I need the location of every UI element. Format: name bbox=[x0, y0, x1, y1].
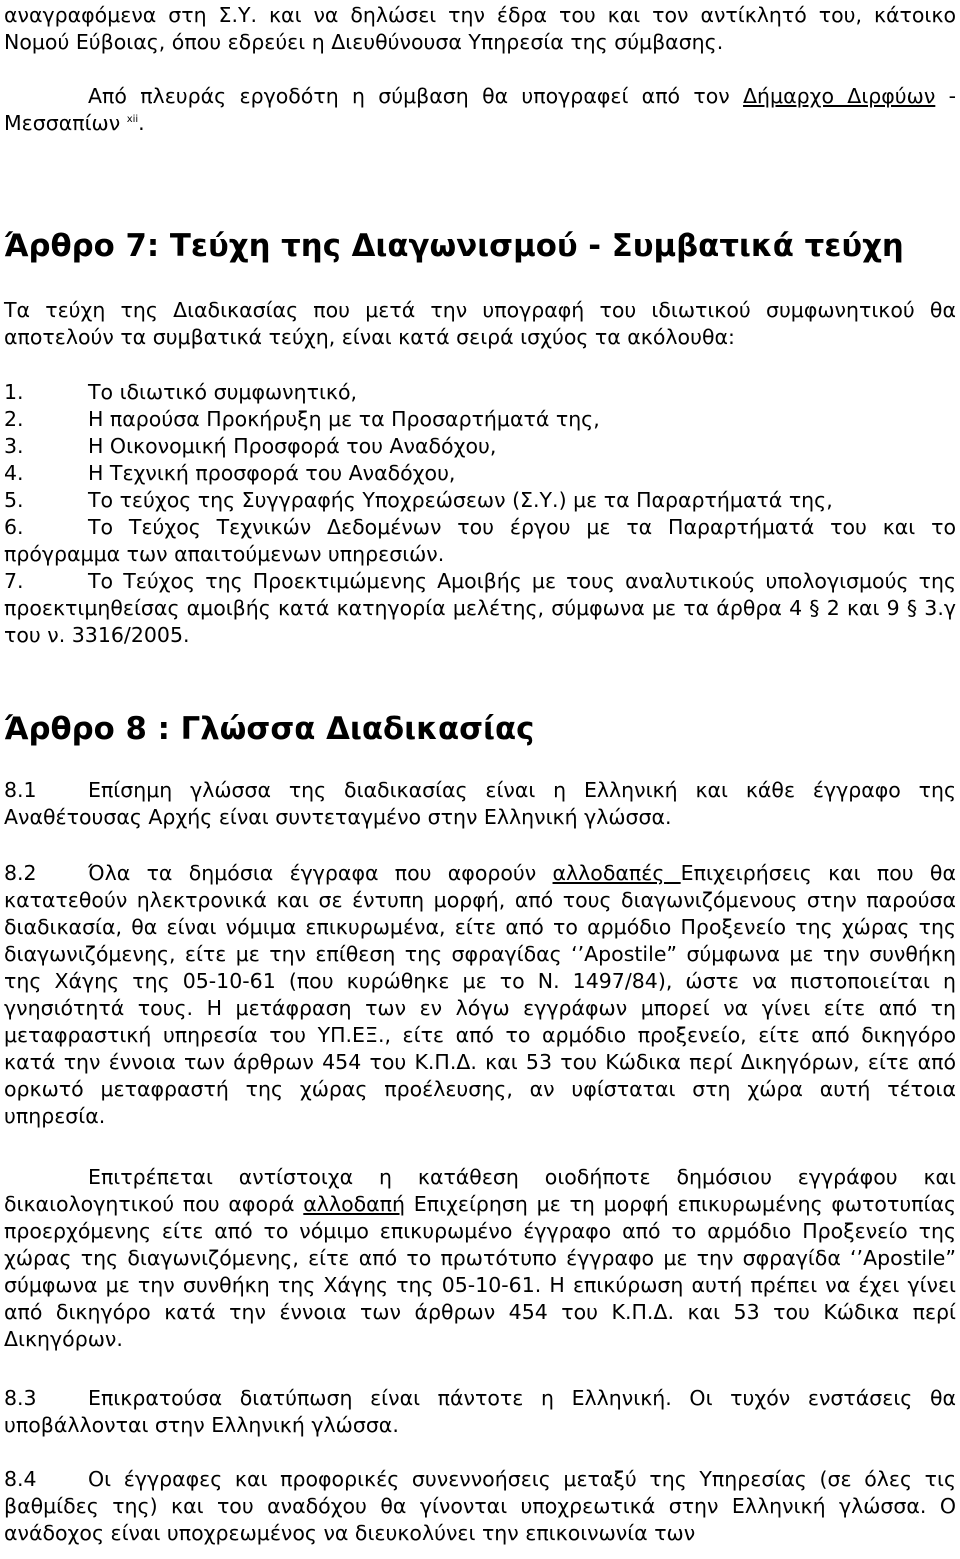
employer-text: Από πλευράς εργοδότη η σύμβαση θα υπογραφεί από τον bbox=[88, 84, 744, 108]
paragraph-number: 8.1 bbox=[4, 778, 37, 802]
employer-text-post: - Μεσσαπίων bbox=[4, 84, 957, 135]
paragraph-text: Επίσημη γλώσσα της διαδικασίας είναι η Ελληνική και κάθε έγγραφο της Αναθέτουσας Αρχής είναι συντεταγμένο στην Ελληνική γλώσσα. bbox=[4, 778, 956, 829]
list-item bbox=[4, 433, 956, 460]
footnote-ref[interactable]: xii bbox=[126, 114, 139, 126]
list-text: Το Τεύχος Τεχνικών Δεδομένων του έργου με τα Παραρτήματά του και το πρόγραμμα των απαιτούμενων υπηρεσιών. bbox=[4, 515, 956, 566]
intro-text: αναγραφόμενα στη Σ.Υ. και να δηλώσει την έδρα του και τον αντίκλητό του, κάτοικο Νομού Εύβοιας, όπου εδρεύει η Διευθύνουσα Υπηρεσία της σύμβασης. bbox=[4, 3, 956, 54]
contract-documents-list bbox=[4, 379, 956, 649]
list-item bbox=[4, 487, 956, 514]
employer-paragraph bbox=[4, 83, 956, 137]
paragraph-8-4 bbox=[4, 1466, 956, 1547]
paragraph-number: 8.2 bbox=[4, 861, 37, 885]
list-number: 2. bbox=[4, 407, 24, 431]
list-number: 3. bbox=[4, 434, 24, 458]
list-text: Η Οικονομική Προσφορά του Αναδόχου, bbox=[88, 434, 497, 458]
list-item bbox=[4, 568, 956, 649]
paragraph-text-post: Επιχείρηση με τη μορφή επικυρωμένης φωτοτυπίας προερχόμενης είτε από το νόμιμο επικυρωμένο έγγραφο από το αρμόδιο Προξενείο της χώρας της διαγωνιζόμενης, είτε από το πρωτότυπο έγγραφο με την σφραγίδα ‘’Apostile” σύμφωνα με την συνθήκη της Χάγης της 05-10-61. Η επικύρωση αυτή πρέπει να έχει γίνει από δικηγόρο κατά την έννοια των άρθρων 454 του Κ.Π.Δ. και 53 του Κώδικα περί Δικηγόρων. bbox=[4, 1192, 957, 1351]
mayor-link[interactable]: Δήμαρχο Διρφύων bbox=[743, 84, 936, 108]
paragraph-8-1 bbox=[4, 777, 956, 831]
list-number: 4. bbox=[4, 461, 24, 485]
paragraph-number: 8.3 bbox=[4, 1386, 37, 1410]
paragraph-text: Επικρατούσα διατύπωση είναι πάντοτε η Ελληνική. Οι τυχόν ενστάσεις θα υποβάλλονται στην Ελληνική γλώσσα. bbox=[4, 1386, 956, 1437]
list-number: 5. bbox=[4, 488, 24, 512]
list-text: Το ιδιωτικό συμφωνητικό, bbox=[88, 380, 358, 404]
foreign-companies-link[interactable]: αλλοδαπές bbox=[552, 861, 681, 885]
list-number: 7. bbox=[4, 569, 24, 593]
list-text: Η παρούσα Προκήρυξη με τα Προσαρτήματά της, bbox=[88, 407, 600, 431]
paragraph-8-2-continued bbox=[4, 1164, 956, 1353]
foreign-company-link[interactable]: αλλοδαπή bbox=[303, 1192, 406, 1216]
list-text: Το Τεύχος της Προεκτιμώμενης Αμοιβής με τους αναλυτικούς υπολογισμούς της προεκτιμηθείσας αμοιβής κατά κατηγορία μελέτης, σύμφωνα με τα άρθρα 4 § 2 και 9 § 3.γ του ν. 3316/2005. bbox=[4, 569, 956, 647]
article-7-intro: Τα τεύχη της Διαδικασίας που μετά την υπογραφή του ιδιωτικού συμφωνητικού θα αποτελούν τα συμβατικά τεύχη, είναι κατά σειρά ισχύος τα ακόλουθα: bbox=[4, 298, 956, 349]
article-8-title: Άρθρο 8 : Γλώσσα Διαδικασίας bbox=[4, 711, 535, 747]
list-text: Η Τεχνική προσφορά του Αναδόχου, bbox=[88, 461, 456, 485]
employer-text-end: . bbox=[138, 111, 145, 135]
list-text: Το τεύχος της Συγγραφής Υποχρεώσεων (Σ.Υ.) με τα Παραρτήματά της, bbox=[88, 488, 833, 512]
paragraph-number: 8.4 bbox=[4, 1467, 37, 1491]
paragraph-8-2 bbox=[4, 860, 956, 1130]
paragraph-8-3 bbox=[4, 1385, 956, 1439]
list-item bbox=[4, 514, 956, 568]
paragraph-text: Όλα τα δημόσια έγγραφα που αφορούν bbox=[88, 861, 553, 885]
paragraph-text: Οι έγγραφες και προφορικές συνεννοήσεις μεταξύ της Υπηρεσίας (σε όλες τις βαθμίδες της) και του αναδόχου θα γίνονται υποχρεωτικά στην Ελληνική γλώσσα. Ο ανάδοχος είναι υποχρεωμένος να διευκολύνει την επικοινωνία των bbox=[4, 1467, 956, 1545]
list-number: 1. bbox=[4, 380, 24, 404]
article-7-title: Άρθρο 7: Τεύχη της Διαγωνισμού - Συμβατικά τεύχη bbox=[4, 228, 904, 264]
list-number: 6. bbox=[4, 515, 24, 539]
list-item bbox=[4, 460, 956, 487]
list-item bbox=[4, 406, 956, 433]
list-item bbox=[4, 379, 956, 406]
paragraph-text: Επιτρέπεται αντίστοιχα η κατάθεση οιοδήποτε δημόσιου εγγράφου και δικαιολογητικού που αφορά bbox=[4, 1165, 956, 1216]
paragraph-text-post: Επιχειρήσεις και που θα κατατεθούν ηλεκτρονικά και σε έντυπη μορφή, από τους διαγωνιζόμενους στην παρούσα διαδικασία, θα είναι νόμιμα επικυρωμένα, είτε από το αρμόδιο Προξενείο της χώρας της διαγωνιζόμενης, είτε με την επίθεση της σφραγίδας ‘’Apostile” σύμφωνα με την συνθήκη της Χάγης της 05-10-61 (που κυρώθηκε με το Ν. 1497/84), ώστε να πιστοποιείται η γνησιότητά τους. Η μετάφραση των εν λόγω εγγράφων μπορεί να γίνει είτε από τη μεταφραστική υπηρεσία του ΥΠ.ΕΞ., είτε από το αρμόδιο προξενείο, είτε από δικηγόρο κατά την έννοια των άρθρων 454 του Κ.Π.Δ. και 53 του Κώδικα περί Δικηγόρων, είτε από ορκωτό μεταφραστή της χώρας προέλευσης, αν υφίσταται στη χώρα αυτή τέτοια υπηρεσία. bbox=[4, 861, 956, 1128]
intro-paragraph bbox=[4, 2, 956, 56]
